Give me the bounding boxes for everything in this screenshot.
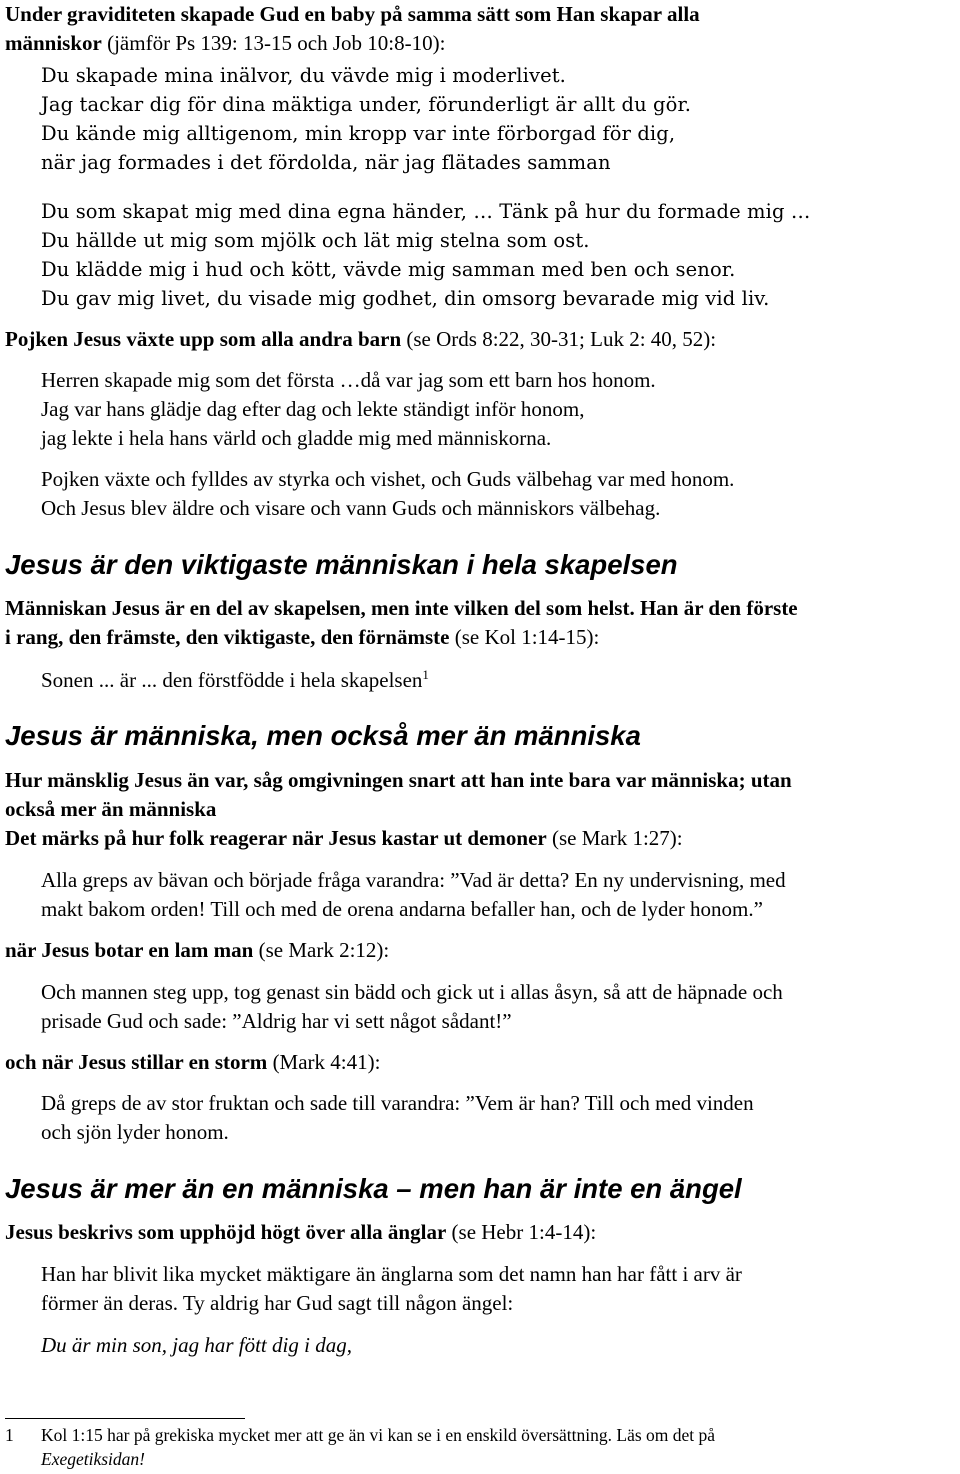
colossians-quote (41, 666, 429, 695)
proverbs-quote (41, 366, 656, 453)
footnote-text: Kol 1:15 har på grekiska mycket mer att ge än vi kan se i en enskild översättning. Läs om det på (41, 1425, 716, 1445)
lame-man-paragraph (5, 936, 389, 965)
jesus-grew-bold: Pojken Jesus växte upp som alla andra barn (5, 327, 402, 351)
mark-4-41-quote (41, 1089, 754, 1147)
quote-line: Han har blivit lika mycket mäktigare än änglarna som det namn han har fått i arv är (41, 1262, 742, 1286)
quote-line: Och mannen steg upp, tog genast sin bädd och gick ut i allas åsyn, så att de häpnade och (41, 980, 783, 1004)
demons-bold: Det märks på hur folk reagerar när Jesus kastar ut demoner (5, 826, 547, 850)
footnote-divider (5, 1418, 245, 1419)
intro-bold-2: människor (5, 31, 102, 55)
hebrews-italic-quote: Du är min son, jag har fött dig i dag, (41, 1333, 352, 1357)
quote-line: Jag tackar dig för dina mäktiga under, förunderligt är allt du gör. (41, 93, 692, 116)
exegetiksidan-link[interactable]: Exegetiksidan! (41, 1449, 145, 1469)
more-than-human-bold-1: Hur mänsklig Jesus än var, såg omgivningen snart att han inte bara var människa; utan (5, 768, 792, 792)
section-heading-more-than-human: Jesus är människa, men också mer än människa (5, 720, 641, 751)
quote-line: Och Jesus blev äldre och visare och vann Guds och människors välbehag. (41, 496, 661, 520)
quote-line: jag lekte i hela hans värld och gladde mig med människorna. (41, 426, 552, 450)
quote-line: Du som skapat mig med dina egna händer, … Tänk på hur du formade mig … (41, 200, 811, 223)
footnote-number: 1 (5, 1425, 14, 1445)
quote-line: Du kände mig alltigenom, min kropp var inte förborgad för dig, (41, 122, 676, 145)
most-important-bold-1: Människan Jesus är en del av skapelsen, men inte vilken del som helst. Han är den förste (5, 596, 798, 620)
quote-line: makt bakom orden! Till och med de orena andarna befaller han, och de lyder honom.” (41, 897, 763, 921)
storm-bold: och när Jesus stillar en storm (5, 1050, 268, 1074)
intro-paragraph (5, 0, 700, 58)
lame-man-bold: när Jesus botar en lam man (5, 938, 254, 962)
demons-reference: (se Mark 1:27): (546, 826, 683, 850)
quote-line: Jag var hans glädje dag efter dag och lekte ständigt inför honom, (41, 397, 585, 421)
jesus-grew-reference: (se Ords 8:22, 30-31; Luk 2: 40, 52): (401, 327, 717, 351)
quote-line: Du klädde mig i hud och kött, vävde mig samman med ben och senor. (41, 258, 736, 281)
quote-line: Alla greps av bävan och började fråga varandra: ”Vad är detta? En ny undervisning, med (41, 868, 786, 892)
mark-1-27-quote (41, 866, 786, 924)
storm-reference: (Mark 4:41): (267, 1050, 381, 1074)
angels-bold: Jesus beskrivs som upphöjd högt över alla änglar (5, 1220, 447, 1244)
storm-paragraph (5, 1048, 380, 1077)
most-important-paragraph (5, 594, 798, 652)
luke-quote (41, 465, 734, 523)
quote-line: Sonen ... är ... den förstfödde i hela skapelsen (41, 668, 423, 692)
angels-paragraph (5, 1218, 596, 1247)
most-important-bold-2: i rang, den främste, den viktigaste, den förnämste (5, 625, 450, 649)
lame-man-reference: (se Mark 2:12): (253, 938, 390, 962)
intro-reference: (jämför Ps 139: 13-15 och Job 10:8-10): (101, 31, 446, 55)
hebrews-quote (41, 1260, 742, 1318)
section-heading-most-important: Jesus är den viktigaste människan i hela skapelsen (5, 549, 678, 580)
quote-line: Du gav mig livet, du visade mig godhet, din omsorg bevarade mig vid liv. (41, 287, 770, 310)
mark-2-12-quote (41, 978, 783, 1036)
quote-line: när jag formades i det fördolda, när jag flätades samman (41, 151, 611, 174)
footnote-marker[interactable]: 1 (422, 667, 429, 682)
quote-line: Du skapade mina inälvor, du vävde mig i moderlivet. (41, 64, 566, 87)
jesus-grew-paragraph (5, 325, 716, 354)
quote-line: Då greps de av stor fruktan och sade till varandra: ”Vem är han? Till och med vinden (41, 1091, 754, 1115)
more-than-human-bold-2: också mer än människa (5, 797, 217, 821)
most-important-reference: (se Kol 1:14-15): (449, 625, 600, 649)
section-heading-not-angel: Jesus är mer än en människa – men han är inte en ängel (5, 1173, 742, 1204)
psalm-quote (41, 61, 691, 177)
quote-line: förmer än deras. Ty aldrig har Gud sagt till någon ängel: (41, 1291, 514, 1315)
quote-line: prisade Gud och sade: ”Aldrig har vi sett något sådant!” (41, 1009, 512, 1033)
job-quote (41, 197, 810, 313)
quote-line: Herren skapade mig som det första …då var jag som ett barn hos honom. (41, 368, 656, 392)
intro-bold: Under graviditeten skapade Gud en baby på samma sätt som Han skapar alla (5, 2, 700, 26)
quote-line: Pojken växte och fylldes av styrka och vishet, och Guds välbehag var med honom. (41, 467, 735, 491)
more-than-human-paragraph (5, 766, 792, 853)
angels-reference: (se Hebr 1:4-14): (446, 1220, 597, 1244)
footnote (5, 1423, 715, 1471)
quote-line: och sjön lyder honom. (41, 1120, 229, 1144)
quote-line: Du hällde ut mig som mjölk och lät mig stelna som ost. (41, 229, 590, 252)
